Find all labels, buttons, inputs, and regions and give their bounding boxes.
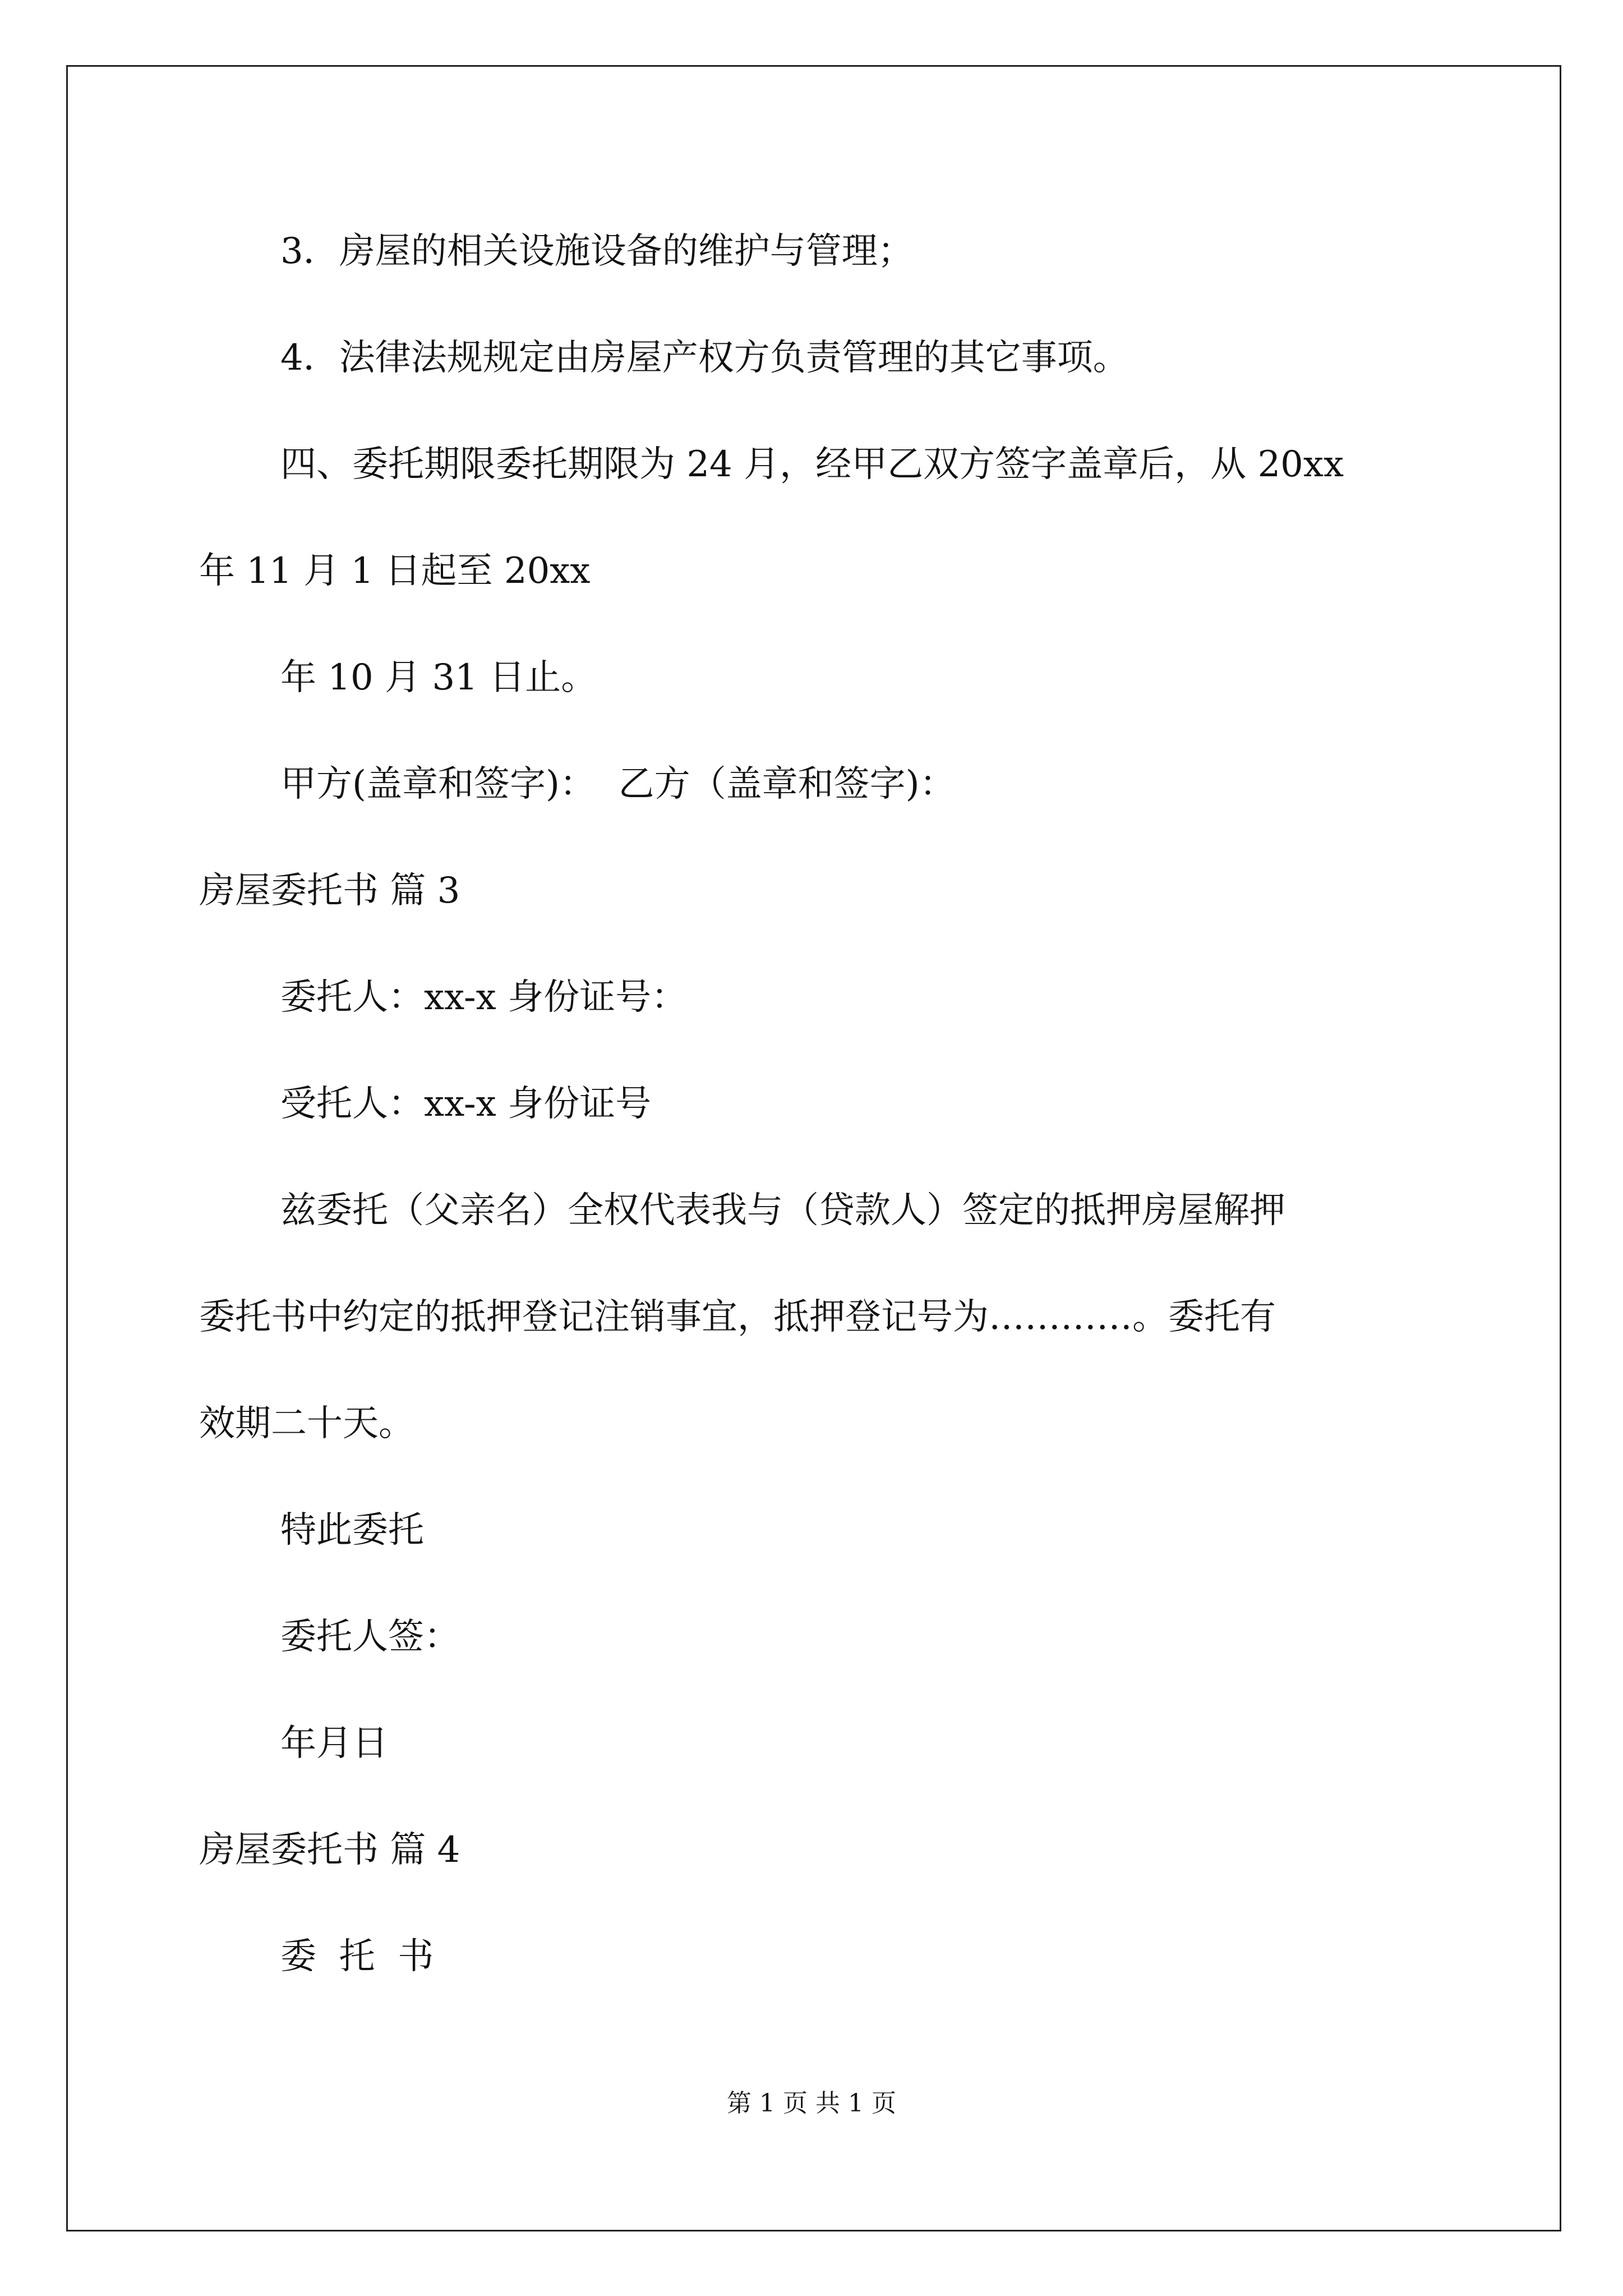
paragraph-line: 委托书中约定的抵押登记注销事宜，抵押登记号为…………。委托有 bbox=[199, 1296, 1276, 1338]
paragraph-line: 委托人签： bbox=[280, 1616, 460, 1658]
section-heading: 房屋委托书 篇 3 bbox=[199, 870, 460, 912]
paragraph-line: 年月日 bbox=[280, 1723, 388, 1764]
paragraph-line: 年 10 月 31 日止。 bbox=[280, 657, 597, 698]
document-title: 委 托 书 bbox=[280, 1936, 434, 1977]
paragraph-line: 四、委托期限委托期限为 24 月，经甲乙双方签字盖章后，从 20xx bbox=[280, 444, 1344, 485]
paragraph-line: 3．房屋的相关设施设备的维护与管理； bbox=[280, 231, 914, 272]
section-heading: 房屋委托书 篇 4 bbox=[199, 1829, 460, 1871]
paragraph-line: 效期二十天。 bbox=[199, 1403, 414, 1444]
paragraph-line: 委托人：xx-x 身份证号： bbox=[280, 977, 688, 1018]
page-border bbox=[66, 65, 1561, 2231]
signature-line: 甲方(盖章和签字)： 乙方（盖章和签字)： bbox=[280, 763, 956, 805]
paragraph-line: 特此委托 bbox=[280, 1510, 424, 1551]
paragraph-line: 兹委托（父亲名）全权代表我与（贷款人）签定的抵押房屋解押 bbox=[280, 1190, 1285, 1231]
page-footer: 第 1 页 共 1 页 bbox=[727, 2089, 896, 2118]
paragraph-line: 受托人：xx-x 身份证号 bbox=[280, 1083, 652, 1125]
paragraph-line: 年 11 月 1 日起至 20xx bbox=[199, 550, 591, 592]
paragraph-line: 4．法律法规规定由房屋产权方负责管理的其它事项。 bbox=[280, 337, 1129, 379]
